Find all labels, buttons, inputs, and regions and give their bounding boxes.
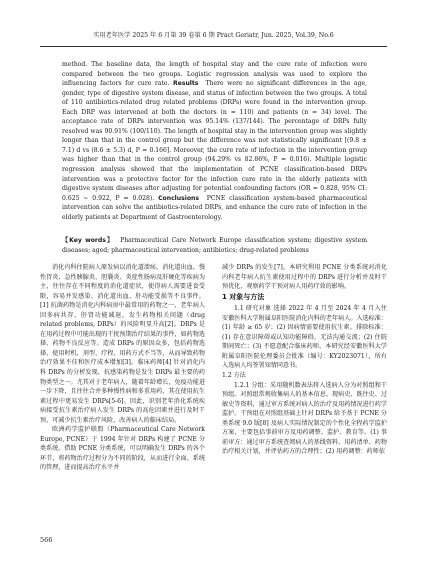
abstract-english: [62, 60, 367, 222]
keywords-block: [62, 236, 367, 255]
intro-paragraph-2: 欧洲药学监护联盟（Pharmaceutical Care Network Europe, PCNE）于 1994 年针对 DRPs 构建了 PCNE 分类系统。借助 PCNE 分类系统，可以明确发生 DRPs 的各个环节，将药物治疗过程分为不同的阶段，从而进行全面、系统的管理，进而提高治疗水平并: [40, 426, 205, 472]
conclusions-text: PCNE classification system-based pharmaceutical intervention can solve the antibiotics-related DRPs, and enhance the cure rate of infection in the elderly patients at Department of Gastroenterology.: [62, 194, 368, 221]
body-left-column: [40, 263, 205, 473]
results-text: There were no significant differences in the age, gender, type of digestive system disease, and status of infection between the two groups. A total of 110 antibiotics-related drug related problems (DRPs) were found in the intervention group. Each DRP was intervened at both the doctors (n = 110) and patients (n = 34) level. The acceptance rate of DRPs intervention was 95.14% (137/144). The percentage of DRPs fully resolved was 90.91% (100/110). The length of hospital stay in the intervention group was slightly longer than that in the control group but the difference was not statistically significant [(9.8 ± 7.1) d vs (8.6 ± 5.3) d, P = 0.166]. Moreover, the cure rate of infection in the intervention group was higher than that in the control group (94.29% vs 82.86%, P = 0.016). Multiple logistic regression analysis showed that the implementation of PCNE classification-based DRPs intervention was a protective factor for the infection cure rate in the elderly patients with digestive system diseases after adjusting for potential confounding factors (OR = 0.828, 95% CI: 0.625 ~ 0.922, P = 0.028).: [62, 80, 368, 202]
page-number: 566: [40, 536, 53, 544]
conclusions-label: Conclusions: [158, 194, 199, 202]
subsection-1-2-1: 1.2.1 分组：采用随机数表法将入选病人分为对照组和干预组。对照组常规收集病人的基本信息、现病史、既往史、过敏史等资料，通过审方系统对病人的治疗及用药情况进行药学监护。干预组在对照组基础上针对 DRPs 给予基于 PCNE 分类系统 9.0 版[8] 及病人实际情况制定的个性化全程药学监护方案，主要包括事前审方及用药调整、监护、教育等。(1) 事前审方：通过审方系统查阅病人的基线资料、用药清单、药物治疗相关计划，并评估药方的合理性；(2) 用药调整：药师依: [222, 381, 387, 456]
intro-continuation: 减少 DRPs 的发生[7]。本研究利用 PCNE 分类系统对消化内科老年病人抗生素使用过程中的 DRPs 进行分析并及时干预优化，观察药学干预对病人用药疗效的影响。: [222, 264, 387, 291]
section-heading: 1 对象与方法: [222, 292, 265, 301]
intro-paragraph-1: 消化内科住院病人原发病以消化道溃疡、消化道出血、慢性胃炎、急性胰腺炎、胆囊炎、炎症性肠病及肝硬化等疾病为主，往往存在不同程度的消化道症状，使得病人需要进食受限，容易并发感染、消化道出血、肝功能受损等不良事件。[1] 抗菌药物是消化内科病房中最常用的药物之一，老年病人因多病共存、肝肾功能减退，发生药物相关问题（drug related problems, DRPs）的风险明显升高[2]。DRPs 是在用药过程中可能出现的干扰预期治疗结果的事件，如药物选择、药物不良反应等。造成 DRPs 的原因众多，包括药物选择、使用时机、剂型、疗程、用药方式不当等，从而导致药物治疗效果不佳和医疗成本增加[3]。临床药师[4] 针对消化内科 DRPs 的分析发现，抗感染药物是发生 DRPs 最主要的药物类型之一。尤其对于老年病人，随着年龄增长，免疫功能进一步下降，且往往合并多种慢性病和多重用药，其在使用抗生素过程中更易发生 DRPs[5-6]。因此，识别老年消化系统疾病接受抗生素治疗病人发生 DRPs 的高危因素并进行及时干预，可减少抗生素治疗风险，改善病人的临床结局。: [40, 264, 205, 424]
keywords-text: Pharmaceutical Care Network Europe classification system; digestive system diseases; aged; pharmaceutical intervention; antibiotics; drug-related problems: [62, 237, 367, 254]
header-rule: [40, 46, 387, 47]
abstract-method-text: method. The baseline data, the length of hospital stay and the cure rate of infection were compared between the two groups. Logistic regression analysis was used to explore the influencing factors for cure rate.: [62, 61, 367, 88]
running-header: 实用老年医学 2025 年 6 月第 39 卷第 6 期 Pract Geriatr, Jun. 2025, Vol.39, No.6: [93, 32, 334, 39]
results-label: Results: [173, 80, 199, 88]
subsection-1-1: 1.1 研究对象 选择 2022 年 4 月至 2024 年 4 月入住安徽医科大学附属阜阳医院消化内科的老年病人。入选标准：(1) 年龄 ≥ 65 岁；(2) 因病情需要使用抗生素。排除标准：(1) 存在意识障碍或认知功能障碍，无法沟通交流；(2) 住院期间死亡；(3) 不愿意配合临床药师。本研究经安徽医科大学附属阜阳医院伦理委员会批准（编号：KY2023071），所有入选病人均签署知情同意书。: [222, 305, 387, 370]
body-right-column: [222, 263, 387, 457]
subsection-1-2-heading: 1.2 方法: [222, 372, 246, 380]
keywords-label: 【Key words】: [62, 237, 115, 244]
